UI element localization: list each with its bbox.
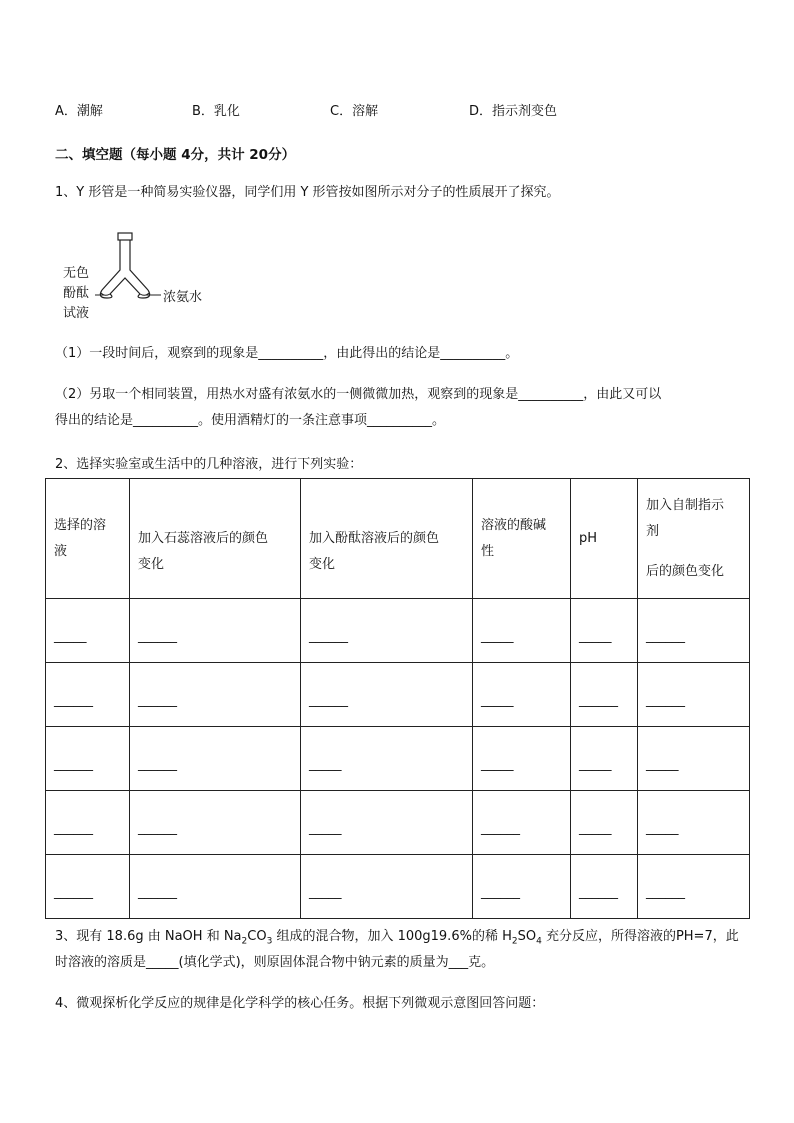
table-cell-blank[interactable]: _____ (46, 599, 130, 663)
header-line: pH (579, 530, 598, 546)
choice-text: 潮解 (76, 104, 103, 119)
diagram-label-ammonia: 浓氨水 (163, 290, 203, 305)
table-cell-blank[interactable]: ______ (130, 663, 301, 727)
choice-b (192, 100, 240, 119)
question-3-line-2: 时溶液的溶质是_____(填化学式)，则原固体混合物中钠元素的质量为___克。 (55, 955, 495, 970)
table-cell-blank[interactable]: ______ (638, 599, 750, 663)
table-row (46, 791, 750, 855)
choice-a (55, 100, 103, 119)
header-line: 后的颜色变化 (646, 563, 725, 579)
question-3-line-1 (55, 927, 739, 952)
table-cell-blank[interactable]: ______ (473, 855, 571, 919)
q3-subscript: 2 (511, 936, 518, 947)
choice-c (330, 100, 378, 119)
q3-subscript: 2 (241, 936, 248, 947)
question-4-stem: 4、微观探析化学反应的规律是化学科学的核心任务。根据下列微观示意图回答问题： (55, 996, 545, 1011)
table-cell-blank[interactable]: _____ (638, 727, 750, 791)
table-cell-blank[interactable]: ______ (638, 663, 750, 727)
table-row (46, 727, 750, 791)
table-cell-blank[interactable]: ______ (130, 791, 301, 855)
table-cell-blank[interactable]: _____ (301, 855, 473, 919)
experiment-table (45, 478, 750, 919)
header-line: 加入石蕊溶液后的颜色 (138, 530, 269, 546)
header-line: 溶液的酸碱 (481, 517, 547, 533)
table-cell-blank[interactable]: _____ (301, 791, 473, 855)
table-cell-blank[interactable]: _____ (638, 791, 750, 855)
table-row (46, 599, 750, 663)
header-line: 加入自制指示 (646, 497, 725, 513)
q3-text: 组成的混合物，加入 100g19.6%的稀 H (272, 929, 512, 944)
header-acidity (473, 479, 571, 599)
table-cell-blank[interactable]: ______ (46, 855, 130, 919)
choice-letter: C． (330, 104, 353, 119)
header-line: 变化 (309, 556, 336, 572)
question-1-part-1: （1）一段时间后，观察到的现象是__________，由此得出的结论是__________。 (55, 346, 519, 361)
q3-subscript: 4 (536, 936, 542, 947)
table-cell-blank[interactable]: _____ (571, 791, 638, 855)
q3-text: 3、现有 18.6g 由 NaOH 和 Na (55, 929, 242, 944)
header-litmus (130, 479, 301, 599)
q3-subscript: 3 (266, 936, 273, 947)
choice-letter: D． (469, 104, 493, 119)
table-cell-blank[interactable]: ______ (301, 663, 473, 727)
y-tube-diagram (55, 228, 235, 323)
choice-letter: A． (55, 104, 77, 119)
header-homemade-indicator (638, 479, 750, 599)
header-solution (46, 479, 130, 599)
table-cell-blank[interactable]: ______ (571, 663, 638, 727)
choice-d (469, 100, 557, 119)
table-cell-blank[interactable]: ______ (638, 855, 750, 919)
table-header-row (46, 479, 750, 599)
table-cell-blank[interactable]: ______ (473, 791, 571, 855)
header-ph (571, 479, 638, 599)
table-cell-blank[interactable]: ______ (46, 663, 130, 727)
table-row (46, 855, 750, 919)
q3-text: SO (517, 929, 537, 944)
table-cell-blank[interactable]: _____ (473, 663, 571, 727)
table-cell-blank[interactable]: _____ (571, 599, 638, 663)
section-title: 二、填空题（每小题 4分，共计 20分） (55, 147, 296, 163)
q3-text: 充分反应，所得溶液的PH=7，此 (541, 929, 739, 944)
q3-text: CO (247, 929, 267, 944)
header-line (646, 545, 741, 559)
header-line: 液 (54, 543, 68, 559)
question-1-stem: 1、Y 形管是一种简易实验仪器，同学们用 Y 形管按如图所示对分子的性质展开了探究。 (55, 185, 560, 200)
choice-text: 指示剂变色 (492, 104, 558, 119)
table-cell-blank[interactable]: ______ (130, 599, 301, 663)
question-2-stem: 2、选择实验室或生活中的几种溶液，进行下列实验： (55, 457, 363, 472)
table-cell-blank[interactable]: _____ (571, 727, 638, 791)
table-cell-blank[interactable]: _____ (301, 727, 473, 791)
header-line: 选择的溶 (54, 517, 107, 533)
header-line: 性 (481, 543, 495, 559)
table-cell-blank[interactable]: ______ (46, 791, 130, 855)
choice-text: 溶解 (352, 104, 379, 119)
table-cell-blank[interactable]: _____ (473, 727, 571, 791)
table-row (46, 663, 750, 727)
table-cell-blank[interactable]: ______ (130, 727, 301, 791)
question-1-part-2-line-1: （2）另取一个相同装置，用热水对盛有浓氨水的一侧微微加热，观察到的现象是__________，由此又可以 (55, 387, 662, 402)
diagram-label-fentai: 酚酞 (63, 286, 90, 301)
table-cell-blank[interactable]: ______ (571, 855, 638, 919)
header-phenolphthalein (301, 479, 473, 599)
table-cell-blank[interactable]: ______ (301, 599, 473, 663)
header-line: 剂 (646, 523, 660, 539)
diagram-label-wuse: 无色 (63, 266, 90, 281)
header-line: 变化 (138, 556, 165, 572)
table-cell-blank[interactable]: ______ (46, 727, 130, 791)
table-cell-blank[interactable]: ______ (130, 855, 301, 919)
header-line: 加入酚酞溶液后的颜色 (309, 530, 440, 546)
question-1-part-2-line-2: 得出的结论是__________。使用酒精灯的一条注意事项__________。 (55, 413, 446, 428)
diagram-label-shiye: 试液 (63, 306, 90, 321)
choice-letter: B． (192, 104, 214, 119)
choice-text: 乳化 (213, 104, 240, 119)
table-cell-blank[interactable]: _____ (473, 599, 571, 663)
